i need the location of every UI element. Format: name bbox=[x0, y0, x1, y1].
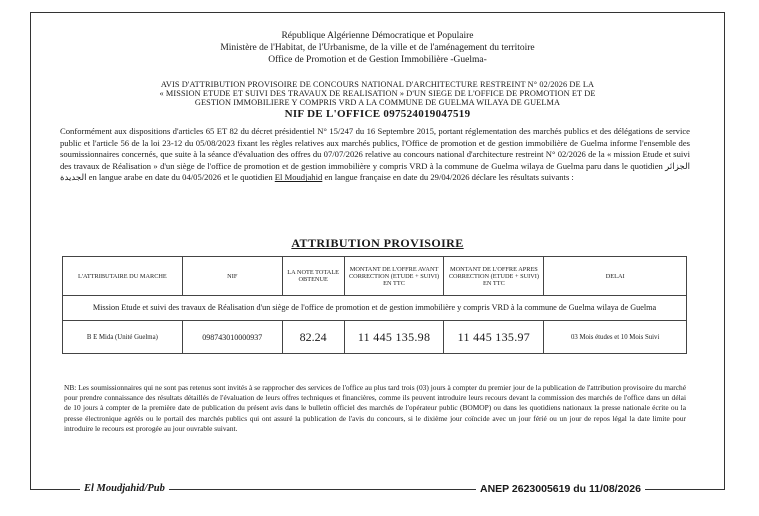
attribution-title: ATTRIBUTION PROVISOIRE bbox=[291, 236, 464, 250]
header-ministry: Ministère de l'Habitat, de l'Urbanisme, de la ville et de l'aménagement du territoire bbox=[220, 43, 535, 53]
table-header-row bbox=[63, 257, 687, 296]
paragraph-part-2: en langue arabe en date du 04/05/2026 et le quotidien bbox=[86, 172, 275, 183]
header-attributaire: L'ATTRIBUTAIRE DU MARCHE bbox=[63, 257, 183, 296]
cell-montant-avant: 11 445 135.98 bbox=[344, 321, 444, 354]
footer-anep-reference: ANEP 2623005619 du 11/08/2026 bbox=[476, 483, 645, 495]
notice-paragraph bbox=[60, 126, 690, 184]
cell-delai: 03 Mois études et 10 Mois Suivi bbox=[544, 321, 687, 354]
cell-montant-apres: 11 445 135.97 bbox=[444, 321, 544, 354]
subject-cell: Mission Etude et suivi des travaux de Réalisation d'un siège de l'office de promotion et de gestion immobilière y compris VRD à la commune de Guelma wilaya de Guelma bbox=[63, 296, 687, 321]
header-nif: NIF bbox=[182, 257, 282, 296]
attribution-table bbox=[62, 256, 687, 354]
footer-publisher: El Moudjahid/Pub bbox=[80, 483, 169, 494]
office-nif: NIF DE L'OFFICE 097524019047519 bbox=[284, 108, 471, 120]
nb-note: NB: Les soumissionnaires qui ne sont pas retenus sont invités à se rapprocher des services de l'office au plus tard trois (03) jours à compter du premier jour de la publication de l'attribution provisoire du marché pour prendre connaissance des résultats détaillés de l'évaluation de leurs offres techniques et financières, comme ils peuvent introduire leurs recours devant la commission des marchés de l'office dans un délai de 10 jours à compter de la première date de publication du présent avis dans le bulletin officiel des marchés de l'opérateur public (BOMOP) ou dans les quotidiens nationaux la presse nationale écrite ou la presse électronique agréés ou le portail des marchés publics qui ont assuré la publication de l'avis du concours, si le dixième jour coïncide avec un jour férié ou un jour de repos légal la date limite pour introduire le recours est prorogée au jour ouvrable suivant. bbox=[64, 383, 686, 433]
newspaper-name: El Moudjahid bbox=[274, 172, 323, 183]
notice-title-line-1: AVIS D'ATTRIBUTION PROVISOIRE DE CONCOURS NATIONAL D'ARCHITECTURE RESTREINT N° 02/2026 DE LA bbox=[160, 80, 595, 89]
arabic-newspaper-name: الجزائر الجديدة bbox=[60, 160, 690, 183]
cell-attributaire: B E Mida (Unité Guelma) bbox=[63, 321, 183, 354]
header-montant-avant: MONTANT DE L'OFFRE AVANT CORRECTION (ETUDE + SUIVI) EN TTC bbox=[344, 257, 444, 296]
paragraph-part-1: Conformément aux dispositions d'articles 65 ET 82 du décret présidentiel N° 15/247 du 16 Septembre 2015, portant réglementation des marchés publics et des délégations de service public et l'article 56 de la loi 23-12 du 05/08/2023 fixant les règles relatives aux marchés publics, l'Office de promotion et de gestion immobilière de Guelma informe l'ensemble des soumissionnaires concernés, que suite à la séance d'évaluation des offres du 07/07/2026 relative au concours national d'architecture restreint N° 02/2026 de la « mission Etude et suivi des travaux de Réalisation » d'un siège de l'office de promotion et de gestion immobilière y compris VRD à la commune de Guelma wilaya de Guelma paru dans le quotidien bbox=[60, 126, 690, 171]
notice-title-line-2: « MISSION ETUDE ET SUIVI DES TRAVAUX DE REALISATION » D'UN SIEGE DE L'OFFICE DE PROMOTION ET DE bbox=[159, 89, 596, 98]
header-office: Office de Promotion et de Gestion Immobilière -Guelma- bbox=[268, 55, 487, 65]
cell-nif: 098743010000937 bbox=[182, 321, 282, 354]
table-row bbox=[63, 321, 687, 354]
cell-note: 82.24 bbox=[282, 321, 344, 354]
table-subject-row bbox=[63, 296, 687, 321]
header-montant-apres: MONTANT DE L'OFFRE APRES CORRECTION (ETUDE + SUIVI) EN TTC bbox=[444, 257, 544, 296]
paragraph-part-3: en langue française en date du 29/04/2026 déclare les résultats suivants : bbox=[322, 172, 574, 183]
notice-title-line-3: GESTION IMMOBILIERE Y COMPRIS VRD A LA COMMUNE DE GUELMA WILAYA DE GUELMA bbox=[194, 98, 561, 107]
header-republic: République Algérienne Démocratique et Populaire bbox=[281, 31, 474, 41]
header-note: LA NOTE TOTALE OBTENUE bbox=[282, 257, 344, 296]
header-delai: DELAI bbox=[544, 257, 687, 296]
